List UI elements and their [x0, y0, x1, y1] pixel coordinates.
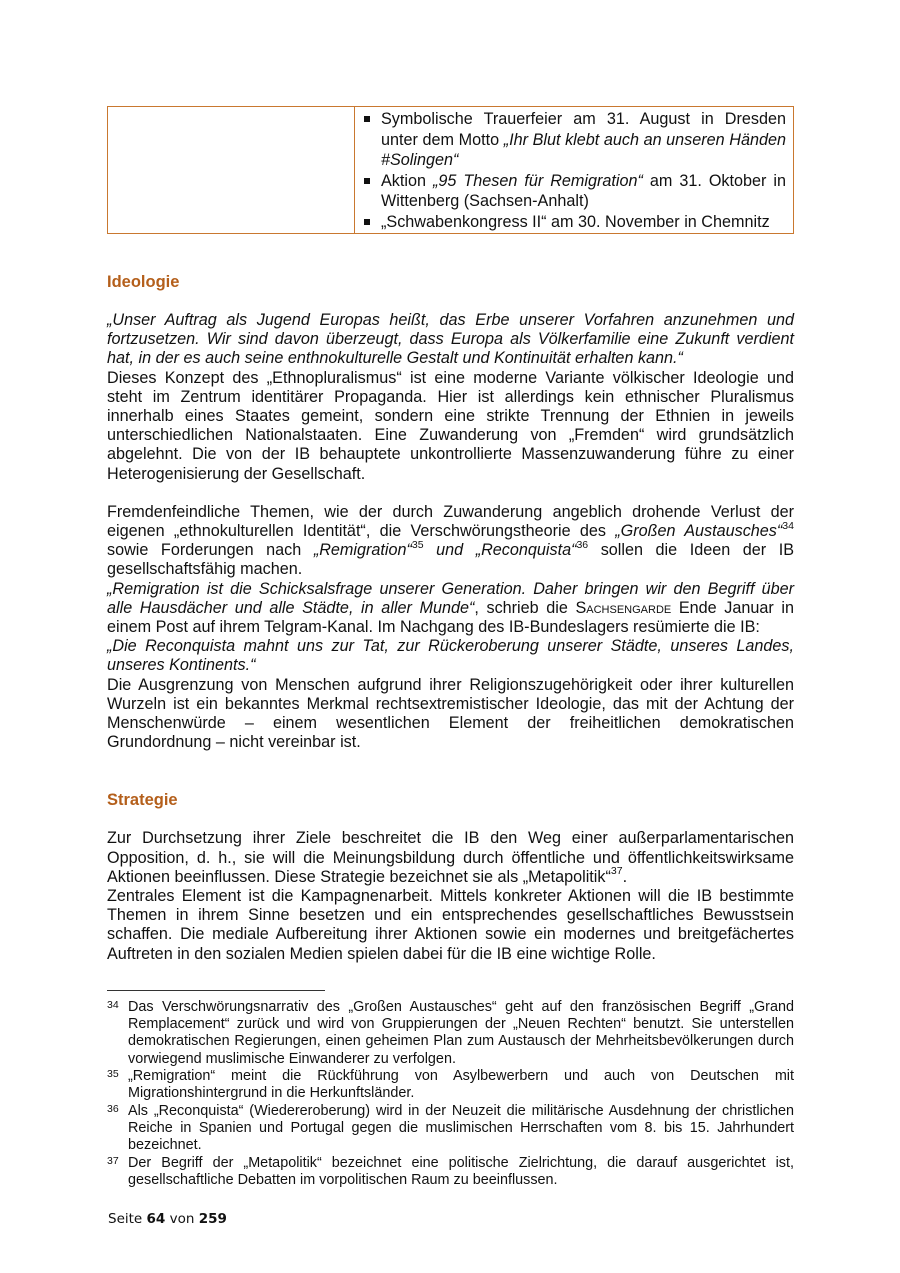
footnote-divider — [107, 990, 325, 991]
bullet-icon — [364, 178, 370, 184]
page-number: 64 — [146, 1211, 166, 1227]
footnote: 36 Als „Reconquista“ (Wiedereroberung) wird in der Neuzeit die militärische Ausdehnung der christlichen Reiche in Spanien und Portugal gegen die muslimischen Herrschaften vom 8. bis 15. Jahrhundert bezeichnet. — [107, 1102, 794, 1154]
footnote: 34 Das Verschwörungsnarrativ des „Großen Austausches“ geht auf den französischen Begriff „Grand Remplacement“ zurück und wird von Gruppierungen der „Neuen Rechten“ benutzt. Sie unterstellen demokratischen Regierungen, einen geheimen Plan zum Austausch der Mehrheitsbevölkerungen durch vorwiegend muslimische Einwanderer zu verfolgen. — [107, 998, 794, 1067]
page-content — [107, 106, 794, 1189]
body-paragraph: Zentrales Element ist die Kampagnenarbeit. Mittels konkreter Aktionen will die IB bestimmte Themen in ihrem Sinne besetzen und ein entsprechendes gesellschaftliches Bewusstsein schaffen. Die mediale Aufbereitung ihrer Aktionen sowie ein modernes und breitgefächertes Auftreten in den sozialen Medien spielen dabei für die IB eine wichtige Rolle. — [107, 887, 794, 963]
heading-strategie: Strategie — [107, 791, 178, 810]
footnote: 35 „Remigration“ meint die Rückführung von Asylbewerbern und auch von Deutschen mit Migrationshintergrund in die Herkunftsländer. — [107, 1068, 794, 1102]
footnote-ref: 36 — [576, 538, 589, 551]
body-paragraph: Die Ausgrenzung von Menschen aufgrund ihrer Religionszugehörigkeit oder ihrer kulturellen Wurzeln ist ein bekanntes Merkmal rechtsextremistischer Ideologie, das mit der Achtung der Menschenwürde – einem wesentlichen Element der freiheitlichen demokratischen Grundordnung – nicht vereinbar ist. — [107, 675, 794, 752]
quote-paragraph: „Die Reconquista mahnt uns zur Tat, zur Rückeroberung unserer Städte, unseres Landes, unseres Kontinents.“ — [107, 637, 794, 675]
list-item: Aktion „95 Thesen für Remigration“ am 31. Oktober in Wittenberg (Sachsen-Anhalt) — [361, 171, 786, 212]
bullet-icon — [364, 116, 370, 122]
footnotes — [107, 999, 794, 1189]
footnote-ref: 37 — [610, 865, 623, 878]
page-footer: Seite 64 von 259 — [108, 1211, 227, 1227]
body-paragraph: Zur Durchsetzung ihrer Ziele beschreitet die IB den Weg einer außerparlamentarischen Opposition, d. h., sie will die Meinungsbildung durch öffentliche und öffentlichkeitswirksame Aktionen beeinflussen. Diese Strategie bezeichnet sie als „Metapolitik“$^{37}$. — [107, 829, 794, 886]
body-paragraph: Fremdenfeindliche Themen, wie der durch Zuwanderung angeblich drohende Verlust der eigenen „ethnokulturellen Identität“, die Verschwörungstheorie des „Großen Austausches“$^{34}$ sowie Forderungen nach „Remigration“$^{35}$ und „Reconquista“$^{36}$ sollen die Ideen der IB gesellschaftsfähig machen. — [107, 502, 794, 579]
footnote-ref: 35 — [411, 538, 424, 551]
events-table — [107, 106, 794, 234]
body-paragraph: Dieses Konzept des „Ethnopluralismus“ ist eine moderne Variante völkischer Ideologie und steht im Zentrum identitärer Propaganda. Hier ist allerdings kein ethnischer Pluralismus innerhalb eines Staates gemeint, sondern eine strikte Trennung der Ethnien in jeweils unterschiedlichen Nationalstaaten. Eine Zuwanderung von „Fremden“ wird grundsätzlich abgelehnt. Die von der IB behauptete unkontrollierte Massenzuwanderung führe zu einer Heterogenisierung der Gesellschaft. — [107, 368, 794, 483]
quote-paragraph: „Unser Auftrag als Jugend Europas heißt, das Erbe unserer Vorfahren anzunehmen und fortzusetzen. Wir sind davon überzeugt, dass Europa als Völkerfamilie eine Zukunft verdient hat, in der es auch seine enthnokulturelle Gestalt und Kontinuität erhalten kann.“ — [107, 311, 794, 368]
body-paragraph: „Remigration ist die Schicksalsfrage unserer Generation. Daher bringen wir den Begriff über alle Hausdächer und alle Städte, in aller Munde“, schrieb die Sachsengarde Ende Januar in einem Post auf ihrem Telgram-Kanal. Im Nachgang des IB-Bundeslagers resümierte die IB: — [107, 579, 794, 637]
list-item: Symbolische Trauerfeier am 31. August in Dresden unter dem Motto „Ihr Blut klebt auch an unseren Händen #Solingen“ — [361, 109, 786, 171]
list-item: „Schwabenkongress II“ am 30. November in Chemnitz — [361, 212, 786, 233]
table-cell-events — [355, 107, 794, 234]
page-total: 259 — [198, 1211, 227, 1227]
bullet-icon — [364, 219, 370, 225]
footnote-ref: 34 — [782, 519, 794, 532]
table-cell-empty — [108, 107, 355, 234]
heading-ideologie: Ideologie — [107, 273, 180, 291]
events-list — [361, 109, 786, 232]
footnote: 37 Der Begriff der „Metapolitik“ bezeichnet eine politische Zielrichtung, die darauf ausgerichtet ist, gesellschaftliche Debatten im vorpolitischen Raum zu beeinflussen. — [107, 1154, 794, 1188]
